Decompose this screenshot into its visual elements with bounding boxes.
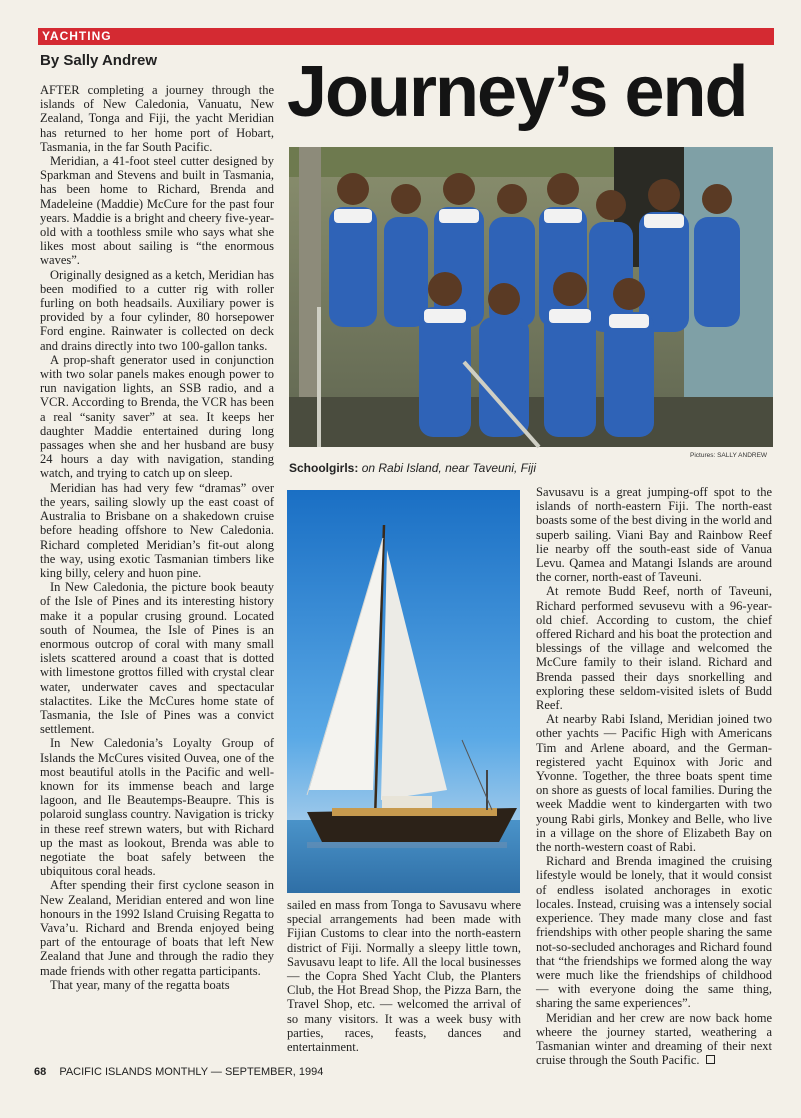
paragraph <box>536 1011 772 1068</box>
caption-text: on Rabi Island, near Taveuni, Fiji <box>361 461 537 475</box>
page-footer <box>34 1066 323 1078</box>
article-column-3 <box>536 485 772 1068</box>
schoolgirls-illustration <box>289 147 773 447</box>
publication-info: PACIFIC ISLANDS MONTHLY — SEPTEMBER, 1994 <box>59 1066 324 1078</box>
paragraph: That year, many of the regatta boats <box>50 977 230 992</box>
headline: Journey’s end <box>287 52 747 132</box>
paragraph: AFTER completing a journey through the islands of New Caledonia, Vanuatu, New Zealand, Tonga and Fiji, the yacht Meridian has returned to her home port of Hobart, Tasmania, in the far South Pacific. <box>40 83 274 154</box>
end-of-article-mark <box>706 1055 715 1064</box>
schoolgirls-photo <box>289 147 773 447</box>
section-bar <box>38 28 774 45</box>
paragraph: At nearby Rabi Island, Meridian joined two other yachts — Pacific High with Americans Tim and Arlene aboard, and the German-registered yacht Equinox with Joric and Yvonne. Together, the three boats spent time on shore as guests of local families. During the week Maddie went to kindergarten with two young Rabi girls, Monkey and Belle, who live in a village on the shore of Elizabeth Bay on the north-western coast of Rabi. <box>536 712 772 855</box>
paragraph: Meridian has had very few “dramas” over the years, sailing slowly up the east coast of Australia to Brisbane on a shakedown cruise before heading offshore to New Caledonia. Richard completed Meridian’s fit-out along the way, using exotic Tasmanian timbers like king billy, celery and huon pine. <box>40 480 274 580</box>
paragraph: sailed en mass from Tonga to Savusavu where special arrangements had been made with Fijian Customs to clear into the north-eastern district of Fiji. Normally a sleepy little town, Savusavu leapt to life. All the local businesses — the Copra Shed Yacht Club, the Planters Club, the Hot Bread Shop, the Pizza Barn, the Travel Shop, etc. — welcomed the arrival of so many visitors. It was a week busy with parties, races, feasts, dances and entertainment. <box>287 898 521 1055</box>
paragraph: Meridian, a 41-foot steel cutter designed by Sparkman and Stevens and built in Tasmania, has been home to Richard, Brenda and Madeleine (Maddie) McCure for the past four years. Maddie is a bright and cheery five-year-old with a toothless smile who says what she likes most about sailing is “the enormous waves”. <box>40 154 274 268</box>
paragraph: Richard and Brenda imagined the cruising lifestyle would be lonely, that it would consist of endless isolated anchorages in exotic locales. Instead, cruising was a intensely social experience. They made many close and fast friendships with other people sharing the same not-so-secluded anchorages and Richard found that “the friendships we formed along the way were much like the friendships of childhood — with everyone doing the same thing, sharing the same experiences”. <box>536 854 772 1011</box>
section-label: YACHTING <box>42 29 112 43</box>
paragraph: Savusavu is a great jumping-off spot to the islands of north-eastern Fiji. The north-east boasts some of the best diving in the world and superb sailing. Viani Bay and Rainbow Reef lie nearby off the south-east side of Vanua Levu. Qamea and Matangi Islands are around the corner, north-east of Taveuni. <box>536 485 772 585</box>
yacht-photo <box>287 490 520 893</box>
paragraph: At remote Budd Reef, north of Taveuni, Richard performed sevusevu with a 96-year-old chief. According to custom, the chief offered Richard and his boat the protection and blessings of the village and welcomed the McCure family to their island. Richard and Brenda passed their days snorkelling and exploring these seldom-visited islets of Budd Reef. <box>536 584 772 713</box>
photo-credit: Pictures: SALLY ANDREW <box>690 452 768 459</box>
article-column-2 <box>287 898 521 1053</box>
paragraph: In New Caledonia’s Loyalty Group of Islands the McCures visited Ouvea, one of the most beautiful atolls in the Pacific and well-known for its immense beach and large lagoon, and Ile Beautemps-Beaupre. This is polaroid sunglass country. Navigation is tricky in these reef strewn waters, but with Richard up the mast as lookout, Brenda was able to negotiate the boat safely between the ubiquitous coral heads. <box>40 736 274 879</box>
photo-caption <box>289 461 536 475</box>
paragraph: In New Caledonia, the picture book beauty of the Isle of Pines and its interesting history make it a popular crusing ground. Located south of Noumea, the Isle of Pines is an enormous outcrop of coral with many small islets scattered around a coast that is dotted with limestone grottos filled with crystal clear water, underwater caves and spectacular stalactites. Like the McCures home state of Tasmania, the Isle of Pines was a convict settlement. <box>40 580 274 737</box>
caption-lead: Schoolgirls: <box>289 461 359 475</box>
paragraph: A prop-shaft generator used in conjunction with two solar panels makes enough power to run navigation lights, an SSB radio, and a VCR. According to Brenda, the VCR has been a real “sanity saver” at sea. It keeps her daughter Maddie entertained during long passages when she and her husband are busy 24 hours a day with navigation, standing watch, and trying to catch up on sleep. <box>40 352 274 481</box>
page-number: 68 <box>34 1066 47 1078</box>
yacht-illustration <box>287 490 520 893</box>
final-paragraph-text: Meridian and her crew are now back home wheere the journey started, weathering a Tasmanian winter and dreaming of their next cruise through the South Pacific. <box>536 1010 772 1068</box>
byline: By Sally Andrew <box>40 52 157 69</box>
paragraph: Originally designed as a ketch, Meridian has been modified to a cutter rig with roller furling on both headsails. Auxiliary power is provided by a four cylinder, 80 horsepower Ford engine. Rainwater is collected on deck and drains directly into two 100-gallon tanks. <box>40 267 274 353</box>
paragraph: After spending their first cyclone season in New Zealand, Meridian entered and won line honours in the 1992 Island Cruising Regatta to Vava’u. Richard and Brenda enjoyed being part of the entourage of boats that left New Zealand that June and through the radio they made friends with other regatta participants. <box>40 878 274 978</box>
article-column-1 <box>40 83 274 1058</box>
